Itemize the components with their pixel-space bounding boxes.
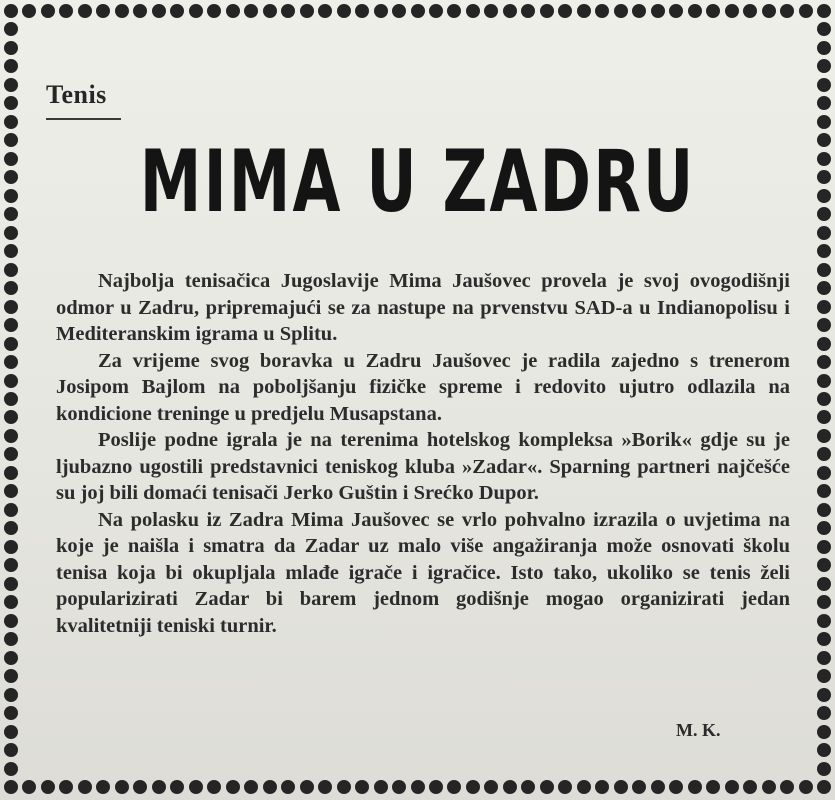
border-dot (4, 263, 18, 277)
border-dot (799, 4, 813, 18)
border-dot (4, 780, 18, 794)
border-dot (817, 300, 831, 314)
border-dot (4, 429, 18, 443)
article-body (56, 268, 790, 639)
border-dot (817, 725, 831, 739)
border-dot (4, 447, 18, 461)
border-dot (817, 78, 831, 92)
border-dot (706, 780, 720, 794)
border-dot (817, 170, 831, 184)
border-dot (688, 4, 702, 18)
border-dot (503, 4, 517, 18)
border-dot (558, 4, 572, 18)
border-dot (484, 780, 498, 794)
border-dot (725, 780, 739, 794)
border-dot (743, 4, 757, 18)
border-dot (300, 780, 314, 794)
border-dot (4, 614, 18, 628)
border-dot (817, 374, 831, 388)
border-dot (817, 207, 831, 221)
border-dot (540, 4, 554, 18)
border-dot (521, 4, 535, 18)
border-dot (817, 595, 831, 609)
border-dot (817, 318, 831, 332)
border-dot (4, 281, 18, 295)
border-dot (817, 540, 831, 554)
border-dot (632, 4, 646, 18)
border-dot (4, 152, 18, 166)
border-dot (762, 780, 776, 794)
border-dot (4, 4, 18, 18)
border-dot (817, 226, 831, 240)
border-dot (743, 780, 757, 794)
border-dot (817, 706, 831, 720)
border-dot (817, 244, 831, 258)
border-dot (152, 4, 166, 18)
border-dot (762, 4, 776, 18)
border-dot (817, 429, 831, 443)
border-dot (263, 4, 277, 18)
border-dot (4, 484, 18, 498)
border-dot (4, 78, 18, 92)
border-dot (411, 780, 425, 794)
border-dot (817, 22, 831, 36)
border-dot (4, 632, 18, 646)
border-dot (614, 780, 628, 794)
border-dot (521, 780, 535, 794)
border-dot (41, 4, 55, 18)
paragraph-1: Najbolja tenisačica Jugoslavije Mima Jaušovec provela je svoj ovogodišnji odmor u Zadru, pripremajući se za nastupe na prvenstvu SAD-a u Indianopolisu i Mediteranskim igrama u Splitu. (56, 270, 790, 345)
border-dot (4, 521, 18, 535)
border-dot (4, 318, 18, 332)
border-dot (115, 4, 129, 18)
border-dot (447, 780, 461, 794)
border-dot (817, 4, 831, 18)
border-dot (614, 4, 628, 18)
border-dot (817, 41, 831, 55)
border-dot (96, 4, 110, 18)
border-dot (281, 4, 295, 18)
border-dot (4, 115, 18, 129)
border-dot (170, 780, 184, 794)
border-dot (4, 503, 18, 517)
border-dot (4, 207, 18, 221)
border-dot (817, 632, 831, 646)
border-dot (799, 780, 813, 794)
border-dot (170, 4, 184, 18)
border-dot (4, 133, 18, 147)
border-dot (4, 96, 18, 110)
border-dot (4, 374, 18, 388)
border-dot (484, 4, 498, 18)
border-dot (817, 115, 831, 129)
border-dot (22, 780, 36, 794)
border-dot (4, 41, 18, 55)
border-dot (725, 4, 739, 18)
author-signature: M. K. (676, 720, 721, 740)
border-dot (817, 337, 831, 351)
border-dot (429, 780, 443, 794)
border-dot (466, 780, 480, 794)
border-dot (651, 4, 665, 18)
border-dot (133, 4, 147, 18)
border-dot (392, 780, 406, 794)
border-dot (4, 392, 18, 406)
paragraph-2: Za vrijeme svog boravka u Zadru Jaušovec je radila zajedno s trenerom Josipom Bajlom na poboljšanju fizičke spreme i redovito ujutro odlazila na kondicione treninge u predjelu Musapstana. (56, 349, 790, 425)
border-dot (447, 4, 461, 18)
border-dot (4, 466, 18, 480)
border-dot (4, 337, 18, 351)
border-dot (817, 263, 831, 277)
border-dot (78, 4, 92, 18)
border-dot (817, 503, 831, 517)
border-dot (4, 226, 18, 240)
border-dot (411, 4, 425, 18)
border-dot (226, 4, 240, 18)
border-dot (4, 410, 18, 424)
border-dot (688, 780, 702, 794)
border-dot (577, 4, 591, 18)
border-dot (318, 780, 332, 794)
border-dot (4, 651, 18, 665)
border-dot (817, 484, 831, 498)
border-dot (226, 780, 240, 794)
border-dot (817, 133, 831, 147)
border-dot (817, 688, 831, 702)
border-dot (337, 780, 351, 794)
border-dot (817, 59, 831, 73)
border-dot (540, 780, 554, 794)
border-dot (817, 558, 831, 572)
border-dot (817, 152, 831, 166)
border-dot (78, 780, 92, 794)
border-dot (429, 4, 443, 18)
border-dot (817, 577, 831, 591)
border-dot (466, 4, 480, 18)
border-dot (706, 4, 720, 18)
border-dot (244, 4, 258, 18)
border-dot (318, 4, 332, 18)
border-dot (503, 780, 517, 794)
border-dot (4, 688, 18, 702)
border-dot (780, 780, 794, 794)
border-dot (817, 96, 831, 110)
border-dot (4, 59, 18, 73)
border-dot (632, 780, 646, 794)
border-dot (207, 4, 221, 18)
border-dot (817, 410, 831, 424)
border-dot (59, 4, 73, 18)
border-dot (244, 780, 258, 794)
border-dot (300, 4, 314, 18)
border-dot (59, 780, 73, 794)
border-dot (4, 244, 18, 258)
border-dot (817, 651, 831, 665)
border-dot (817, 355, 831, 369)
border-dot (374, 780, 388, 794)
border-dot (4, 669, 18, 683)
border-dot (392, 4, 406, 18)
border-dot (817, 392, 831, 406)
border-dot (133, 780, 147, 794)
border-dot (374, 4, 388, 18)
border-dot (817, 189, 831, 203)
border-dot (4, 743, 18, 757)
paragraph-4: Na polasku iz Zadra Mima Jaušovec se vrlo pohvalno izrazila o uvjetima na koje je naišla i smatra da Zadar uz malo više angažiranja može osnovati školu tenisa koja bi okupljala mlađe igrače i igračice. Isto tako, ukoliko se tenis želi popularizirati Zadar bi barem jednom godišnje mogao organizirati jedan kvalitetniji teniski turnir. (56, 508, 790, 637)
border-dot (558, 780, 572, 794)
border-dot (189, 780, 203, 794)
border-dot (281, 780, 295, 794)
border-dot (4, 22, 18, 36)
border-dot (817, 780, 831, 794)
border-dot (780, 4, 794, 18)
border-dot (4, 189, 18, 203)
border-dot (355, 780, 369, 794)
border-dot (4, 706, 18, 720)
border-dot (669, 4, 683, 18)
border-dot (595, 4, 609, 18)
border-dot (4, 300, 18, 314)
border-dot (4, 577, 18, 591)
border-dot (577, 780, 591, 794)
border-dot (817, 281, 831, 295)
border-dot (817, 614, 831, 628)
paragraph-3: Poslije podne igrala je na terenima hotelskog kompleksa »Borik« gdje su je ljubazno ugostili predstavnici teniskog kluba »Zadar«. Sparning partneri najčešće su joj bili domaći tenisači Jerko Guštin i Srećko Dupor. (56, 429, 790, 504)
border-dot (152, 780, 166, 794)
border-dot (817, 466, 831, 480)
border-dot (817, 447, 831, 461)
border-dot (817, 669, 831, 683)
border-dot (595, 780, 609, 794)
border-dot (4, 540, 18, 554)
border-dot (4, 355, 18, 369)
border-dot (4, 595, 18, 609)
headline: MIMA U ZADRU (139, 132, 696, 232)
border-dot (207, 780, 221, 794)
border-dot (817, 762, 831, 776)
section-label: Tenis (46, 80, 107, 109)
border-dot (96, 780, 110, 794)
border-dot (4, 170, 18, 184)
border-dot (115, 780, 129, 794)
border-dot (355, 4, 369, 18)
border-dot (817, 521, 831, 535)
section-underline (46, 118, 121, 120)
border-dot (651, 780, 665, 794)
border-dot (4, 725, 18, 739)
border-dot (263, 780, 277, 794)
border-dot (189, 4, 203, 18)
border-dot (669, 780, 683, 794)
border-dot (817, 743, 831, 757)
border-dot (22, 4, 36, 18)
border-dot (4, 558, 18, 572)
border-dot (41, 780, 55, 794)
border-dot (337, 4, 351, 18)
border-dot (4, 762, 18, 776)
